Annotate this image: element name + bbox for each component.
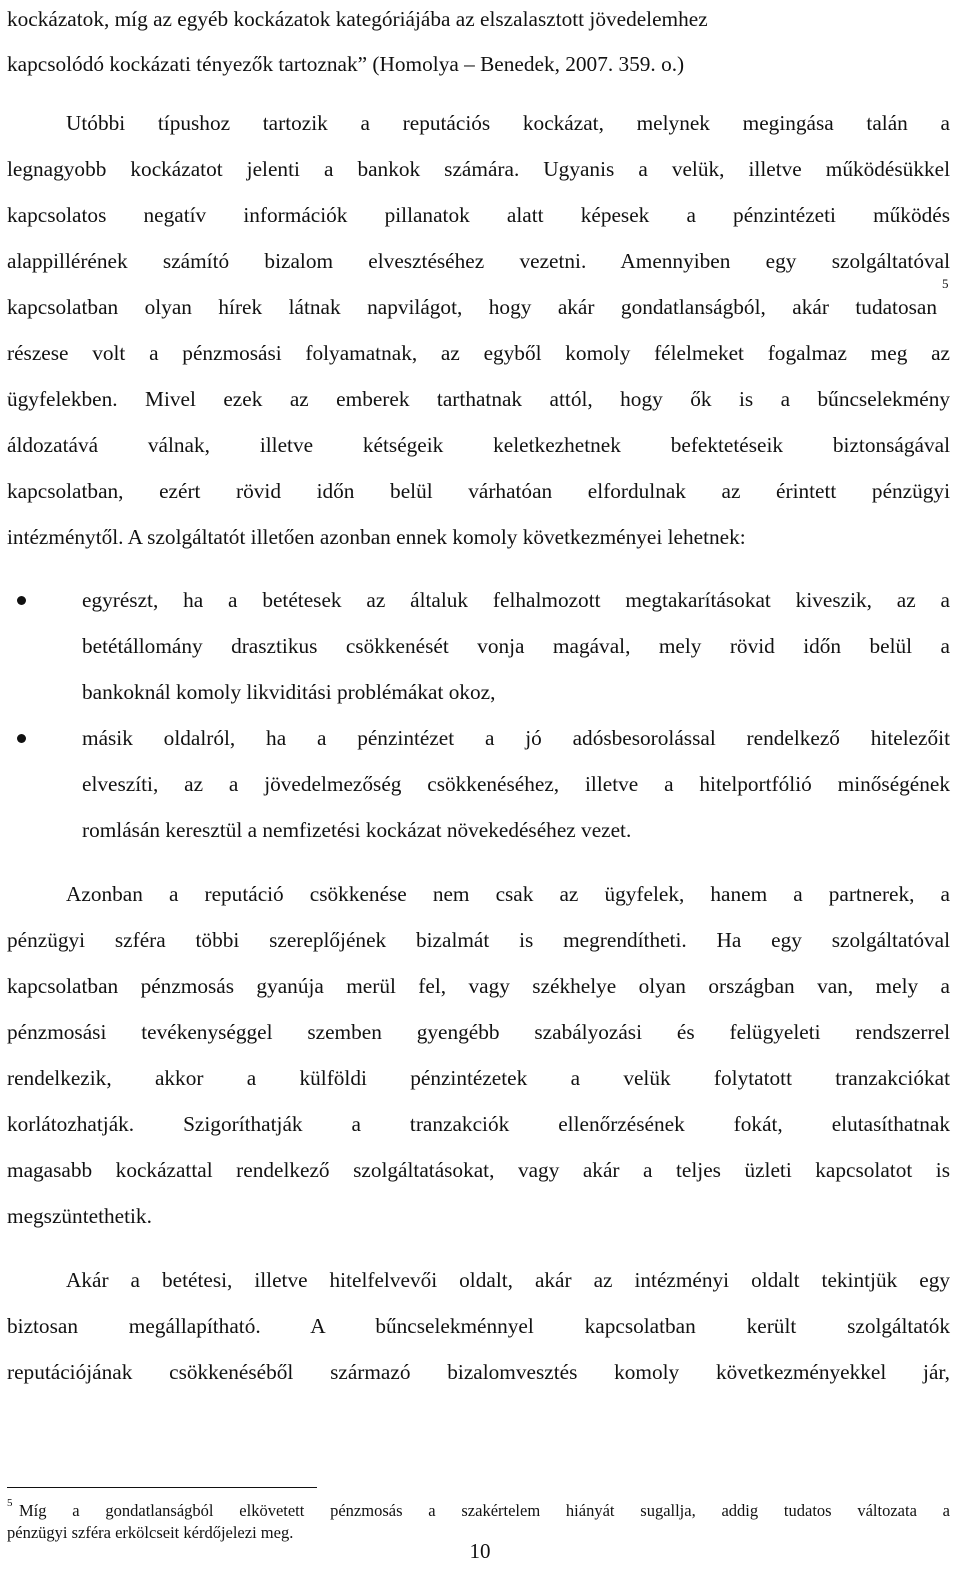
text-line: kapcsolatos negatív információk pillanatok alatt képesek a pénzintézeti működés <box>7 203 950 227</box>
text-line: alappillérének számító bizalom elvesztéséhez vezetni. Amennyiben egy szolgáltatóval <box>7 249 950 273</box>
text-line: megszüntethetik. <box>7 1204 152 1228</box>
text-line: kapcsolódó kockázati tényezők tartoznak” (Homolya – Benedek, 2007. 359. o.) <box>7 52 685 76</box>
text-line: részese volt a pénzmosási folyamatnak, az egyből komoly félelmeket fogalmaz meg az <box>7 341 950 365</box>
list-item-line: egyrészt, ha a betétesek az általuk felhalmozott megtakarításokat kiveszik, az a <box>82 588 950 612</box>
list-item-line: bankoknál komoly likviditási problémákat okoz, <box>82 680 496 704</box>
text-line: korlátozhatják. Szigoríthatják a tranzakciók ellenőrzésének fokát, elutasíthatnak <box>7 1112 950 1136</box>
list-item-line: betétállomány drasztikus csökkenését vonja magával, mely rövid időn belül a <box>82 634 950 658</box>
bullet-icon <box>17 734 26 743</box>
text-line <box>7 292 937 322</box>
text-line: kapcsolatban, ezért rövid időn belül várhatóan elfordulnak az érintett pénzügyi <box>7 479 950 503</box>
text-line: kockázatok, míg az egyéb kockázatok kategóriájába az elszalasztott jövedelemhez <box>7 7 708 31</box>
text-line-content: kapcsolatban olyan hírek látnak napvilágot, hogy akár gondatlanságból, akár tudatosan <box>7 295 937 319</box>
text-line: rendelkezik, akkor a külföldi pénzintézetek a velük folytatott tranzakciókat <box>7 1066 950 1090</box>
text-line: áldozatává válnak, illetve kétségeik keletkezhetnek befektetéseik biztonságával <box>7 433 950 457</box>
text-line: legnagyobb kockázatot jelenti a bankok számára. Ugyanis a velük, illetve működésükkel <box>7 157 950 181</box>
footnote-line: Míg a gondatlanságból elkövetett pénzmosás a szakértelem hiányát sugallja, addig tudatos változata a <box>19 1501 950 1520</box>
footnote-separator <box>7 1487 317 1488</box>
paragraph-first-line: Akár a betétesi, illetve hitelfelvevői oldalt, akár az intézményi oldalt tekintjük egy <box>66 1268 950 1292</box>
paragraph-first-line: Azonban a reputáció csökkenése nem csak az ügyfelek, hanem a partnerek, a <box>66 882 950 906</box>
list-item-line: másik oldalról, ha a pénzintézet a jó adósbesorolással rendelkező hitelezőit <box>82 726 950 750</box>
text-line: pénzmosási tevékenységgel szemben gyengébb szabályozási és felügyeleti rendszerrel <box>7 1020 950 1044</box>
footnote-line: pénzügyi szféra erkölcseit kérdőjelezi meg. <box>7 1523 294 1542</box>
list-item-line: elveszíti, az a jövedelmezőség csökkenéséhez, illetve a hitelportfólió minőségének <box>82 772 950 796</box>
text-line: pénzügyi szféra többi szereplőjének bizalmát is megrendítheti. Ha egy szolgáltatóval <box>7 928 950 952</box>
bullet-icon <box>17 596 26 605</box>
document-page: kockázatok, míg az egyéb kockázatok kategóriájába az elszalasztott jövedelemhez kapcsolódó kockázati tényezők tartoznak” (Homolya – Benedek, 2007. 359. o.) Utóbbi típushoz tartozik a reputációs kockázat, melynek megingása talán a legnagyobb kockázatot jelenti a bankok számára. Ugyanis a velük, illetve működésükkel kapcsolatos negatív információk pillanatok alatt képesek a pénzintézeti működés alappillérének számító bizalom elvesztéséhez vezetni. Amennyiben egy szolgáltatóval kapcsolatban olyan hírek látnak napvilágot, hogy akár gondatlanságból, akár tudatosan 5 részese volt a pénzmosási folyamatnak, az egyből komoly félelmeket fogalmaz meg az ügyfelekben. Mivel ezek az emberek tarthatnak attól, hogy ők is a bűncselekmény áldozatává válnak, illetve kétségeik keletkezhetnek befektetéseik biztonságával kapcsolatban, ezért rövid időn belül várhatóan elfordulnak az érintett pénzügyi intézménytől. A szolgáltatót illetően azonban ennek komoly következményei lehetnek: egyrészt, ha a betétesek az általuk felhalmozott megtakarításokat kiveszik, az a betétállomány drasztikus csökkenését vonja magával, mely rövid időn belül a bankoknál komoly likviditási problémákat okoz, másik oldalról, ha a pénzintézet a jó adósbesorolással rendelkező hitelezőit elveszíti, az a jövedelmezőség csökkenéséhez, illetve a hitelportfólió minőségének romlásán keresztül a nemfizetési kockázat növekedéséhez vezet. Azonban a reputáció csökkenése nem csak az ügyfelek, hanem a partnerek, a pénzügyi szféra többi szereplőjének bizalmát is megrendítheti. Ha egy szolgáltatóval kapcsolatban pénzmosás gyanúja merül fel, vagy székhelye olyan országban van, mely a pénzmosási tevékenységgel szemben gyengébb szabályozási és felügyeleti rendszerrel rendelkezik, akkor a külföldi pénzintézetek a velük folytatott tranzakciókat korlátozhatják. Szigoríthatják a tranzakciók ellenőrzésének fokát, elutasíthatnak magasabb kockázattal rendelkező szolgáltatásokat, vagy akár a teljes üzleti kapcsolatot is megszüntethetik. Akár a betétesi, illetve hitelfelvevői oldalt, akár az intézményi oldalt tekintjük egy biztosan megállapítható. A bűncselekménnyel kapcsolatban került szolgáltatók reputációjának csökkenéséből származó bizalomvesztés komoly következményekkel jár, 5 Míg a gondatlanságból elkövetett pénzmosás a szakértelem hiányát sugallja, addig tudatos változata a pénzügyi szféra erkölcseit kérdőjelezi meg. 10 <box>0 0 960 1582</box>
paragraph-first-line: Utóbbi típushoz tartozik a reputációs kockázat, melynek megingása talán a <box>66 111 950 135</box>
page-number: 10 <box>469 1539 491 1563</box>
text-line: magasabb kockázattal rendelkező szolgáltatásokat, vagy akár a teljes üzleti kapcsolatot is <box>7 1158 950 1182</box>
text-line: intézménytől. A szolgáltatót illetően azonban ennek komoly következményei lehetnek: <box>7 525 746 549</box>
list-item-line: romlásán keresztül a nemfizetési kockázat növekedéséhez vezet. <box>82 818 632 842</box>
text-line: ügyfelekben. Mivel ezek az emberek tarthatnak attól, hogy ők is a bűncselekmény <box>7 387 950 411</box>
text-line: biztosan megállapítható. A bűncselekménnyel kapcsolatban került szolgáltatók <box>7 1314 950 1338</box>
text-line: reputációjának csökkenéséből származó bizalomvesztés komoly következményekkel jár, <box>7 1360 950 1384</box>
text-line: kapcsolatban pénzmosás gyanúja merül fel, vagy székhelye olyan országban van, mely a <box>7 974 950 998</box>
